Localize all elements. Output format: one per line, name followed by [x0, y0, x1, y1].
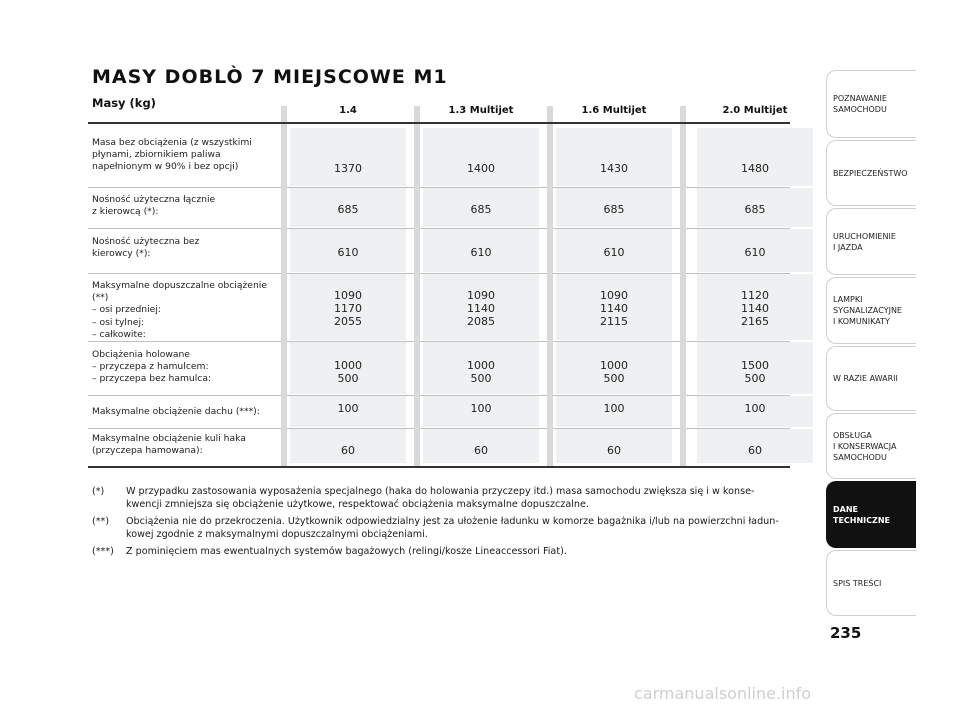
table-cell — [699, 444, 811, 457]
footnote-line: W przypadku zastosowania wyposażenia specjalnego (haka do holowania przyczepy itd.) masa samochodu zwiększa się i w konse- — [126, 486, 755, 497]
cell-value: 685 — [470, 203, 492, 216]
row-label — [92, 349, 282, 386]
footnote-text — [126, 486, 796, 511]
chapter-tab-label — [833, 231, 896, 253]
cell-value: 1140 — [467, 302, 495, 315]
chapter-tab-line: LAMPKI — [833, 295, 863, 304]
row-label-line: kierowcy (*): — [92, 248, 151, 260]
table-cell — [558, 359, 670, 385]
row-label — [92, 433, 282, 457]
table-cell — [292, 162, 404, 175]
cell-value: 685 — [744, 203, 766, 216]
footnote-mark: (**) — [92, 516, 110, 527]
column-header: 2.0 Multijet — [722, 105, 788, 116]
chapter-tab-label — [833, 168, 908, 179]
footnote-line: Obciążenia nie do przekroczenia. Użytkownik odpowiedzialny jest za ułożenie ładunku w komorze bagażnika i/lub na powierzchni ładun- — [126, 516, 779, 527]
watermark: carmanualsonline.info — [634, 684, 812, 703]
chapter-tab-line: I KOMUNIKATY — [833, 317, 890, 326]
row-label-line: – osi przedniej: — [92, 304, 161, 316]
row-label — [92, 280, 282, 341]
cell-background — [556, 128, 672, 186]
row-label-line: Masa bez obciążenia (z wszystkimi — [92, 137, 252, 148]
row-label-line: – całkowite: — [92, 328, 146, 340]
chapter-tab[interactable] — [826, 70, 916, 138]
row-label — [92, 137, 282, 174]
table-cell — [425, 203, 537, 216]
table-cell — [425, 246, 537, 259]
cell-value: 100 — [470, 402, 492, 415]
chapter-tab-label — [833, 294, 902, 327]
chapter-tab-line: TECHNICZNE — [833, 515, 890, 525]
cell-value: 2085 — [467, 315, 495, 328]
chapter-tab[interactable] — [826, 481, 916, 548]
cell-value: 60 — [474, 444, 488, 457]
table-cell — [699, 359, 811, 385]
chapter-tab-label — [833, 93, 887, 115]
row-label-line: z kierowcą (*): — [92, 206, 159, 218]
table-cell — [558, 162, 670, 175]
column-header: 1.6 Multijet — [581, 105, 647, 116]
footnote-text — [126, 546, 796, 559]
cell-value: 1090 — [334, 289, 362, 302]
footnote-line: kwencji zmniejsza się obciążenie użytkowe, respektować obciążenia maksymalne dopuszczalne. — [126, 498, 589, 510]
row-label-line: Maksymalne dopuszczalne obciążenie (**) — [92, 280, 267, 304]
table-cell — [292, 289, 404, 328]
cell-value: 1090 — [600, 289, 628, 302]
cell-value: 2165 — [741, 315, 769, 328]
chapter-tab-line: W RAZIE AWARII — [833, 374, 898, 383]
page-number: 235 — [830, 624, 862, 642]
cell-value: 1120 — [741, 289, 769, 302]
table-cell — [425, 289, 537, 328]
table-cell — [425, 402, 537, 415]
cell-value: 60 — [748, 444, 762, 457]
chapter-tab-line: POZNAWANIE — [833, 94, 887, 103]
column-divider — [547, 106, 553, 466]
row-label-line: – przyczepa z hamulcem: — [92, 361, 209, 373]
table-cell — [699, 289, 811, 328]
cell-value: 610 — [470, 246, 492, 259]
cell-value: 60 — [607, 444, 621, 457]
table-cell — [292, 203, 404, 216]
cell-value: 685 — [603, 203, 625, 216]
row-label — [92, 236, 282, 260]
cell-value: 610 — [603, 246, 625, 259]
table-cell — [699, 162, 811, 175]
column-header: 1.4 — [339, 105, 357, 116]
cell-value: 1480 — [741, 162, 769, 175]
column-divider — [680, 106, 686, 466]
chapter-tab-line: SAMOCHODU — [833, 105, 887, 114]
table-cell — [425, 359, 537, 385]
chapter-tab-label — [833, 578, 881, 589]
chapter-tab-label — [833, 373, 898, 384]
table-cell — [292, 444, 404, 457]
row-label-line: Nośność użyteczna bez — [92, 236, 200, 247]
row-label-line: napełnionym w 90% i bez opcji) — [92, 161, 239, 173]
column-header: 1.3 Multijet — [448, 105, 514, 116]
chapter-tab-line: OBSŁUGA — [833, 430, 872, 440]
cell-value: 500 — [470, 372, 492, 385]
cell-value: 1430 — [600, 162, 628, 175]
chapter-tab-line: SAMOCHODU — [833, 452, 887, 462]
cell-value: 1000 — [334, 359, 362, 372]
row-label-line: – przyczepa bez hamulca: — [92, 373, 212, 385]
row-label-line: (przyczepa hamowana): — [92, 445, 203, 457]
table-subtitle: Masy (kg) — [92, 96, 156, 110]
footnote-mark: (***) — [92, 546, 114, 557]
table-cell — [699, 203, 811, 216]
row-label-line: Maksymalne obciążenie dachu (***): — [92, 406, 260, 417]
footnote-mark: (*) — [92, 486, 105, 497]
cell-value: 100 — [337, 402, 359, 415]
row-label-line: Nośność użyteczna łącznie — [92, 194, 216, 205]
table-cell — [558, 444, 670, 457]
table-cell — [292, 359, 404, 385]
chapter-tab[interactable] — [826, 413, 916, 479]
cell-value: 610 — [744, 246, 766, 259]
table-cell — [292, 246, 404, 259]
chapter-tab-line: SPIS TREŚCI — [833, 578, 882, 588]
table-cell — [558, 402, 670, 415]
header-rule — [88, 122, 790, 124]
cell-background — [290, 128, 406, 186]
chapter-tab[interactable] — [826, 208, 916, 275]
column-divider — [414, 106, 420, 466]
cell-value: 100 — [744, 402, 766, 415]
chapter-tab[interactable] — [826, 140, 916, 206]
cell-value: 1500 — [741, 359, 769, 372]
cell-background — [423, 128, 539, 186]
footnote-text — [126, 516, 796, 541]
table-cell — [699, 402, 811, 415]
table-cell — [558, 246, 670, 259]
table-bottom-rule — [88, 466, 790, 468]
cell-value: 500 — [603, 372, 625, 385]
chapter-tab-label — [833, 504, 890, 526]
cell-value: 1090 — [467, 289, 495, 302]
table-cell — [699, 246, 811, 259]
table-cell — [292, 402, 404, 415]
cell-value: 1000 — [600, 359, 628, 372]
cell-value: 500 — [744, 372, 766, 385]
cell-background — [697, 128, 813, 186]
chapter-tab-label — [833, 430, 896, 463]
table-cell — [425, 444, 537, 457]
row-label — [92, 194, 282, 218]
page-title: MASY DOBLÒ 7 MIEJSCOWE M1 — [92, 66, 448, 88]
table-cell — [425, 162, 537, 175]
chapter-tab-line: SYGNALIZACYJNE — [833, 306, 902, 315]
chapter-tab-line: URUCHOMIENIE — [833, 231, 896, 241]
chapter-tab[interactable] — [826, 346, 916, 411]
cell-value: 1000 — [467, 359, 495, 372]
cell-value: 60 — [341, 444, 355, 457]
chapter-tab-line: I JAZDA — [833, 242, 863, 252]
row-label — [92, 406, 282, 418]
cell-value: 500 — [337, 372, 359, 385]
chapter-tab[interactable] — [826, 550, 916, 616]
row-label-line: – osi tylnej: — [92, 316, 145, 328]
cell-value: 1140 — [741, 302, 769, 315]
row-label-line: płynami, zbiornikiem paliwa — [92, 149, 221, 161]
footnote-line: Z pominięciem mas ewentualnych systemów bagażowych (relingi/kosze Lineaccessori Fiat). — [126, 546, 567, 557]
cell-value: 1170 — [334, 302, 362, 315]
chapter-tab-line: DANE — [833, 504, 858, 514]
table-cell — [558, 203, 670, 216]
cell-value: 1140 — [600, 302, 628, 315]
chapter-tab-line: I KONSERWACJA — [833, 441, 897, 451]
cell-value: 1370 — [334, 162, 362, 175]
cell-value: 2115 — [600, 315, 628, 328]
cell-value: 685 — [337, 203, 359, 216]
chapter-tab[interactable] — [826, 277, 916, 344]
cell-value: 610 — [337, 246, 359, 259]
chapter-tab-line: BEZPIECZEŃSTWO — [833, 168, 908, 178]
footnote-line: kowej zgodnie z maksymalnymi dopuszczalnymi obciążeniami. — [126, 528, 428, 540]
table-cell — [558, 289, 670, 328]
row-label-line: Obciążenia holowane — [92, 349, 190, 360]
cell-value: 100 — [603, 402, 625, 415]
cell-value: 1400 — [467, 162, 495, 175]
cell-value: 2055 — [334, 315, 362, 328]
row-label-line: Maksymalne obciążenie kuli haka — [92, 433, 246, 444]
